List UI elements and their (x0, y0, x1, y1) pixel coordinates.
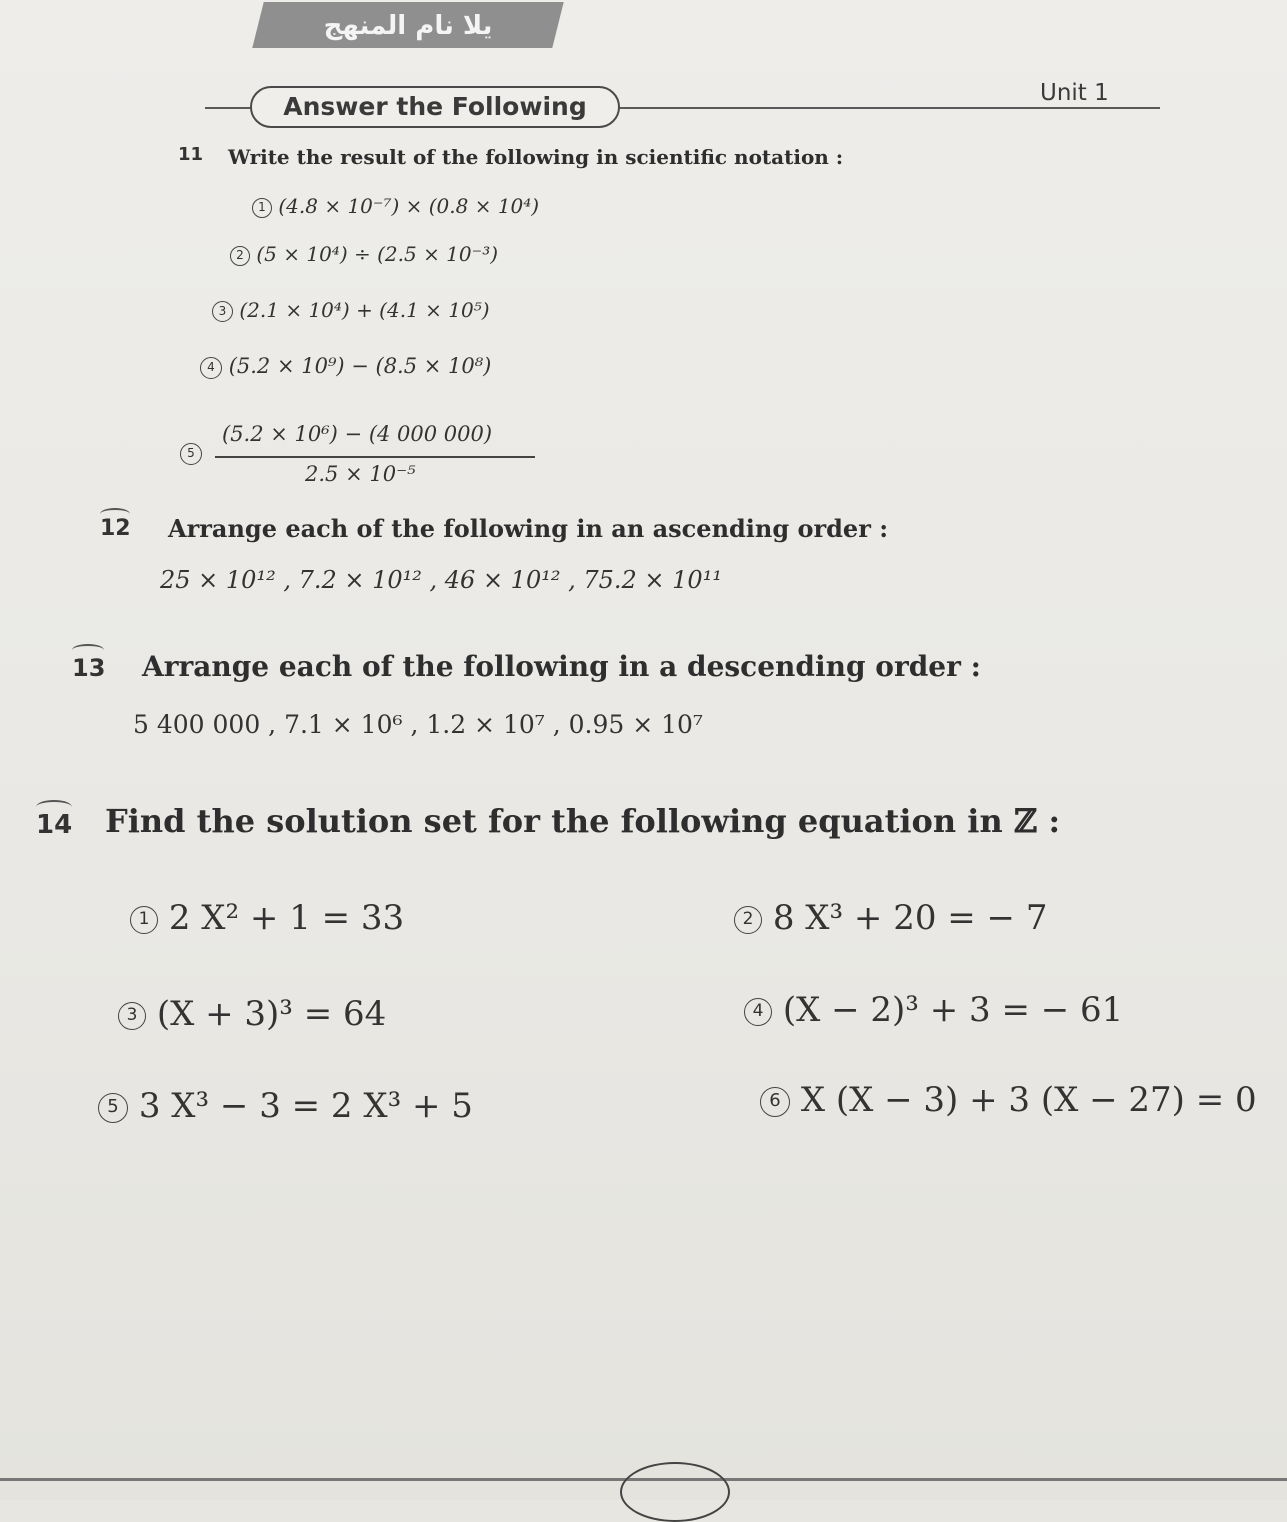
list-item (252, 194, 539, 218)
unit-label: Unit 1 (1040, 80, 1109, 106)
equation: (X − 2)³ + 3 = − 61 (782, 990, 1124, 1030)
expression: (5 × 10⁴) ÷ (2.5 × 10⁻³) (256, 242, 499, 266)
equation: 8 X³ + 20 = − 7 (772, 898, 1048, 938)
fraction-numerator: (5.2 × 10⁶) − (4 000 000) (222, 422, 493, 446)
item-number-badge: 4 (200, 357, 222, 379)
list-item (760, 1080, 1257, 1120)
expression: (5.2 × 10⁹) − (8.5 × 10⁸) (228, 354, 492, 378)
list-item (744, 990, 1123, 1030)
number-list: 25 × 10¹² , 7.2 × 10¹² , 46 × 10¹² , 75.2 × 10¹¹ (160, 566, 722, 594)
item-number-badge: 5 (180, 443, 202, 465)
question-prompt: Find the solution set for the following equation in ℤ : (105, 802, 1061, 840)
item-number-badge: 2 (230, 246, 250, 266)
equation: 3 X³ − 3 = 2 X³ + 5 (138, 1086, 473, 1126)
title-rule-right (615, 107, 1160, 109)
fraction-bar (215, 456, 535, 458)
item-number-badge: 3 (118, 1002, 146, 1030)
question-prompt: Arrange each of the following in a descending order : (142, 650, 981, 683)
expression: (4.8 × 10⁻⁷) × (0.8 × 10⁴) (278, 194, 540, 218)
question-prompt: Arrange each of the following in an ascending order : (168, 514, 889, 543)
list-item (212, 298, 490, 322)
list-item (118, 994, 386, 1034)
list-item (130, 898, 404, 938)
equation: (X + 3)³ = 64 (156, 994, 387, 1034)
item-number-badge: 5 (98, 1093, 128, 1123)
question-number: 11 (178, 144, 204, 165)
question-number: 14 (36, 810, 73, 840)
list-item (180, 440, 202, 465)
number-list: 5 400 000 , 7.1 × 10⁶ , 1.2 × 10⁷ , 0.95 × 10⁷ (133, 710, 703, 739)
item-number-badge: 4 (744, 998, 772, 1026)
list-item (98, 1086, 473, 1126)
list-item (734, 898, 1048, 938)
list-item (230, 242, 498, 266)
question-prompt: Write the result of the following in scientific notation : (228, 145, 844, 169)
title-rule-left (205, 107, 255, 109)
section-title: Answer the Following (250, 86, 620, 128)
equation: 2 X² + 1 = 33 (168, 898, 405, 938)
item-number-badge: 3 (212, 301, 233, 322)
question-number: 13 (72, 654, 106, 682)
list-item (200, 354, 491, 379)
fraction-denominator: 2.5 × 10⁻⁵ (305, 462, 416, 486)
item-number-badge: 6 (760, 1087, 790, 1117)
page-number-oval (620, 1462, 730, 1522)
expression: (2.1 × 10⁴) + (4.1 × 10⁵) (239, 298, 490, 322)
banner-text: يلا نام المنهج (323, 11, 493, 41)
item-number-badge: 1 (130, 906, 158, 934)
question-number: 12 (100, 516, 131, 541)
item-number-badge: 2 (734, 906, 762, 934)
item-number-badge: 1 (252, 198, 272, 218)
equation: X (X − 3) + 3 (X − 27) = 0 (800, 1080, 1257, 1120)
